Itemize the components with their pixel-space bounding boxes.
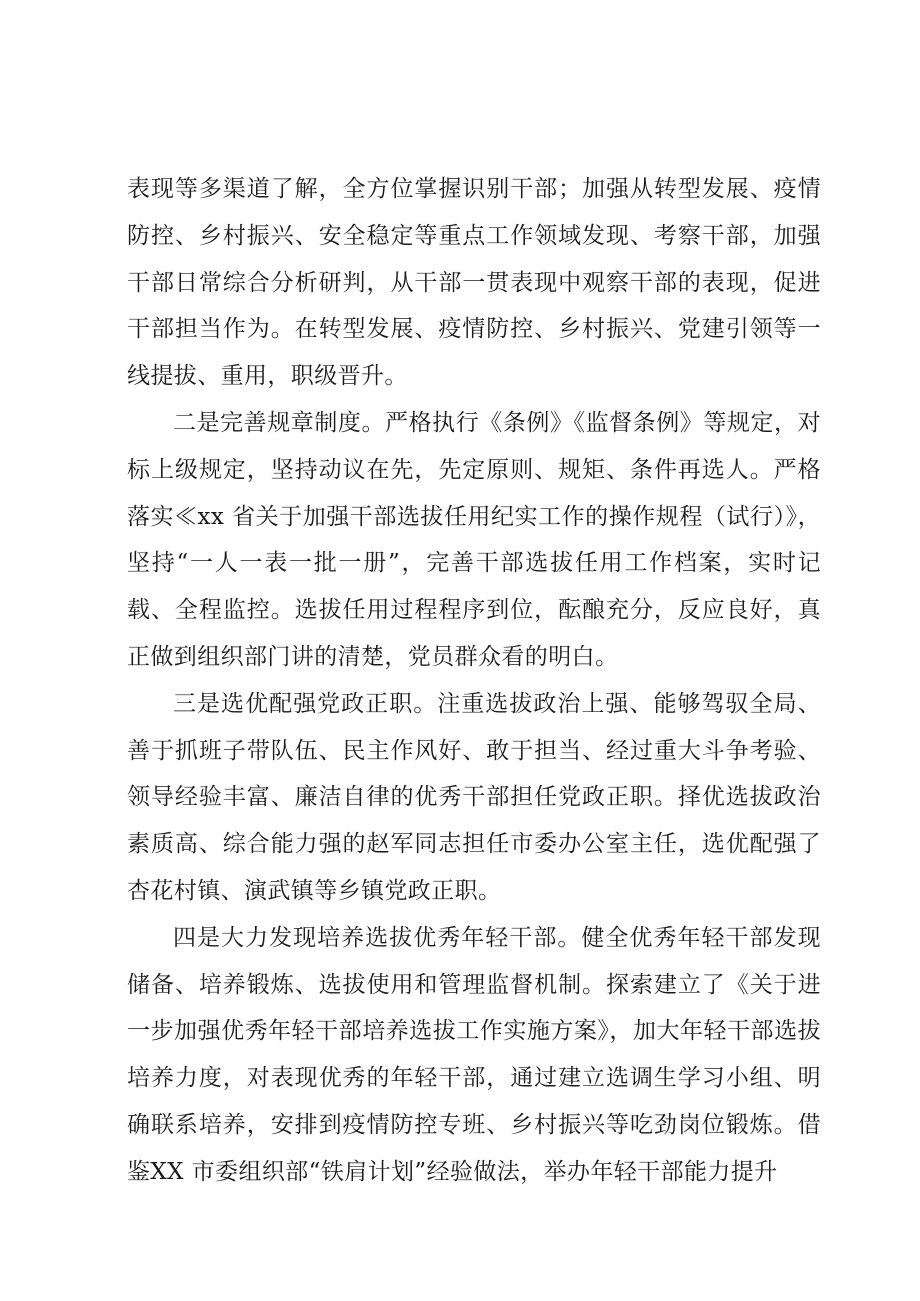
paragraph-continuation: 表现等多渠道了解，全方位掌握识别干部；加强从转型发展、疫情防控、乡村振兴、安全稳定等重点工作领域发现、考察干部，加强干部日常综合分析研判，从干部一贯表现中观察干部的表现，促进干部担当作为。在转型发展、疫情防控、乡村振兴、党建引领等一线提拔、重用，职级晋升。 bbox=[127, 176, 821, 390]
paragraph-young-cadres: 四是大力发现培养选拔优秀年轻干部。健全优秀年轻干部发现储备、培养锻炼、选拔使用和管理监督机制。探索建立了《关于进一步加强优秀年轻干部培养选拔工作实施方案》，加大年轻干部选拔培养力度，对表现优秀的年轻干部，通过建立选调生学习小组、明确联系培养，安排到疫情防控专班、乡村振兴等吃劲岗位锻炼。借鉴XX 市委组织部“铁肩计划”经验做法，举办年轻干部能力提升 bbox=[127, 924, 821, 1185]
document-body bbox=[127, 166, 821, 1196]
paragraph-regulations: 二是完善规章制度。严格执行《条例》《监督条例》等规定，对标上级规定，坚持动议在先，先定原则、规矩、条件再选人。严格落实≪xx 省关于加强干部选拔任用纪实工作的操作规程（试行）》，坚持“一人一表一批一册”，完善干部选拔任用工作档案，实时记载、全程监控。选拔任用过程程序到位，酝酿充分，反应良好，真正做到组织部门讲的清楚，党员群众看的明白。 bbox=[127, 409, 821, 670]
paragraph-party-leaders: 三是选优配强党政正职。注重选拔政治上强、能够驾驭全局、善于抓班子带队伍、民主作风好、敢于担当、经过重大斗争考验、领导经验丰富、廉洁自律的优秀干部担任党政正职。择优选拔政治素质高、综合能力强的赵军同志担任市委办公室主任，选优配强了杏花村镇、演武镇等乡镇党政正职。 bbox=[127, 690, 821, 904]
